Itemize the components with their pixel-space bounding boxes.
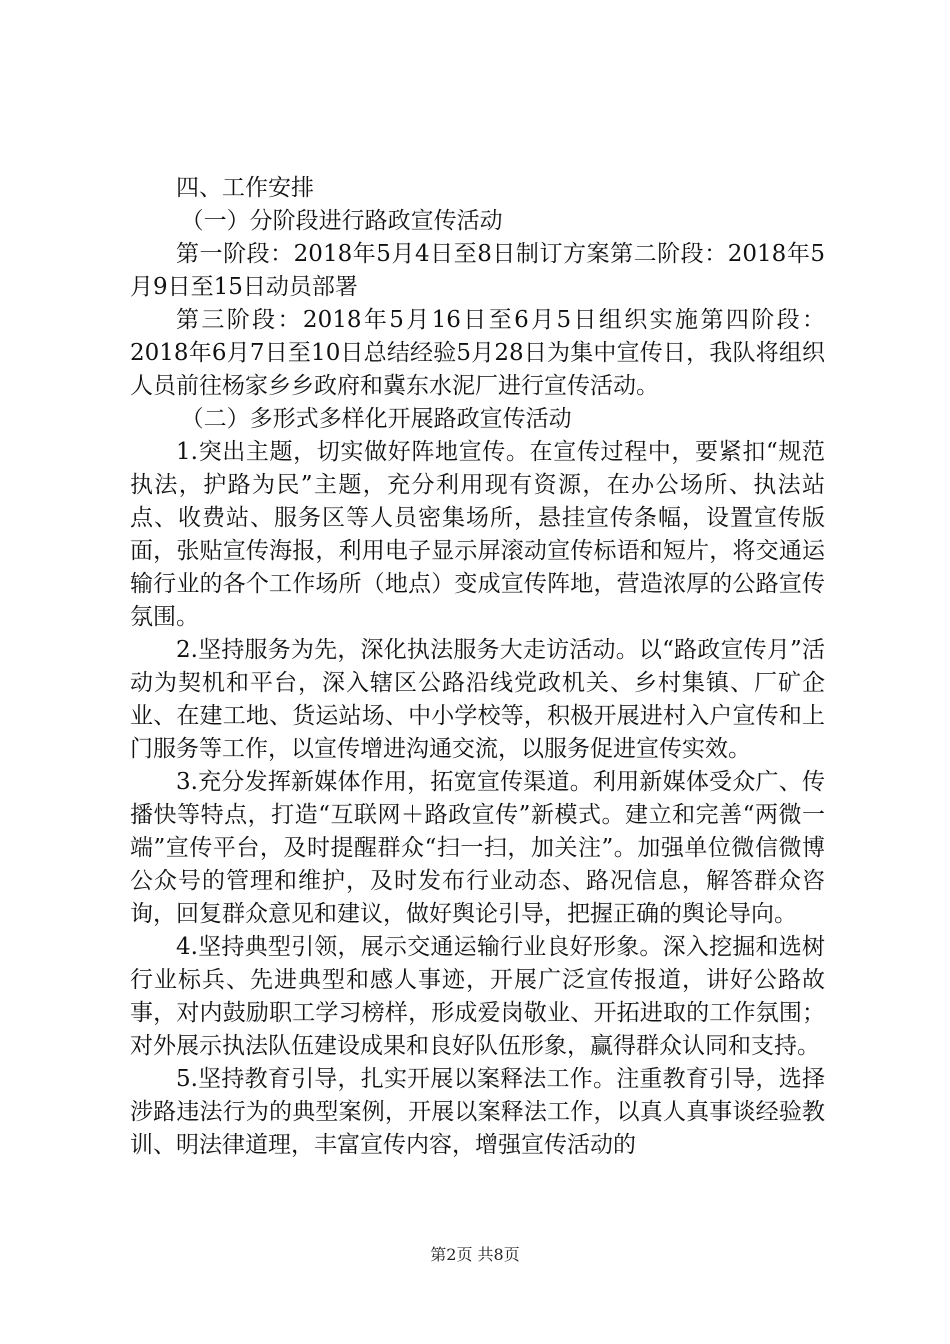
paragraph: 1.突出主题，切实做好阵地宣传。在宣传过程中，要紧扣“规范执法，护路为民”主题，充分利用现有资源，在办公场所、执法站点、收费站、服务区等人员密集场所，悬挂宣传条幅，设置宣传版面，张贴宣传海报，利用电子显示屏滚动宣传标语和短片，将交通运输行业的各个工作场所（地点）变成宣传阵地，营造浓厚的公路宣传氛围。: [130, 439, 825, 630]
paragraph: 4.坚持典型引领，展示交通运输行业良好形象。深入挖掘和选树行业标兵、先进典型和感人事迹，开展广泛宣传报道，讲好公路故事，对内鼓励职工学习榜样，形成爱岗敬业、开拓进取的工作氛围；对外展示执法队伍建设成果和良好队伍形象，赢得群众认同和支持。: [130, 934, 825, 1059]
section-heading: 四、工作安排: [176, 175, 314, 201]
paragraph: 3.充分发挥新媒体作用，拓宽宣传渠道。利用新媒体受众广、传播快等特点，打造“互联网＋路政宣传”新模式。建立和完善“两微一端”宣传平台，及时提醒群众“扫一扫，加关注”。加强单位微信微博公众号的管理和维护，及时发布行业动态、路况信息，解答群众咨询，回复群众意见和建议，做好舆论引导，把握正确的舆论导向。: [130, 769, 825, 927]
paragraph: 第一阶段：2018年5月4日至8日制订方案第二阶段：2018年5月9日至15日动员部署: [130, 241, 825, 300]
subsection-heading: （一）分阶段进行路政宣传活动: [180, 208, 503, 234]
paragraph: 5.坚持教育引导，扎实开展以案释法工作。注重教育引导，选择涉路违法行为的典型案例，开展以案释法工作，以真人真事谈经验教训、明法律道理，丰富宣传内容，增强宣传活动的: [130, 1066, 825, 1158]
page-footer: 第2页 共8页: [430, 1245, 520, 1264]
paragraph: 第三阶段：2018年5月16日至6月5日组织实施第四阶段：2018年6月7日至10日总结经验5月28日为集中宣传日，我队将组织人员前往杨家乡乡政府和冀东水泥厂进行宣传活动。: [130, 307, 825, 399]
subsection-heading: （二）多形式多样化开展路政宣传活动: [180, 406, 572, 432]
document-body: [130, 172, 825, 1162]
paragraph: 2.坚持服务为先，深化执法服务大走访活动。以“路政宣传月”活动为契机和平台，深入辖区公路沿线党政机关、乡村集镇、厂矿企业、在建工地、货运站场、中小学校等，积极开展进村入户宣传和上门服务等工作，以宣传增进沟通交流，以服务促进宣传实效。: [130, 637, 825, 762]
